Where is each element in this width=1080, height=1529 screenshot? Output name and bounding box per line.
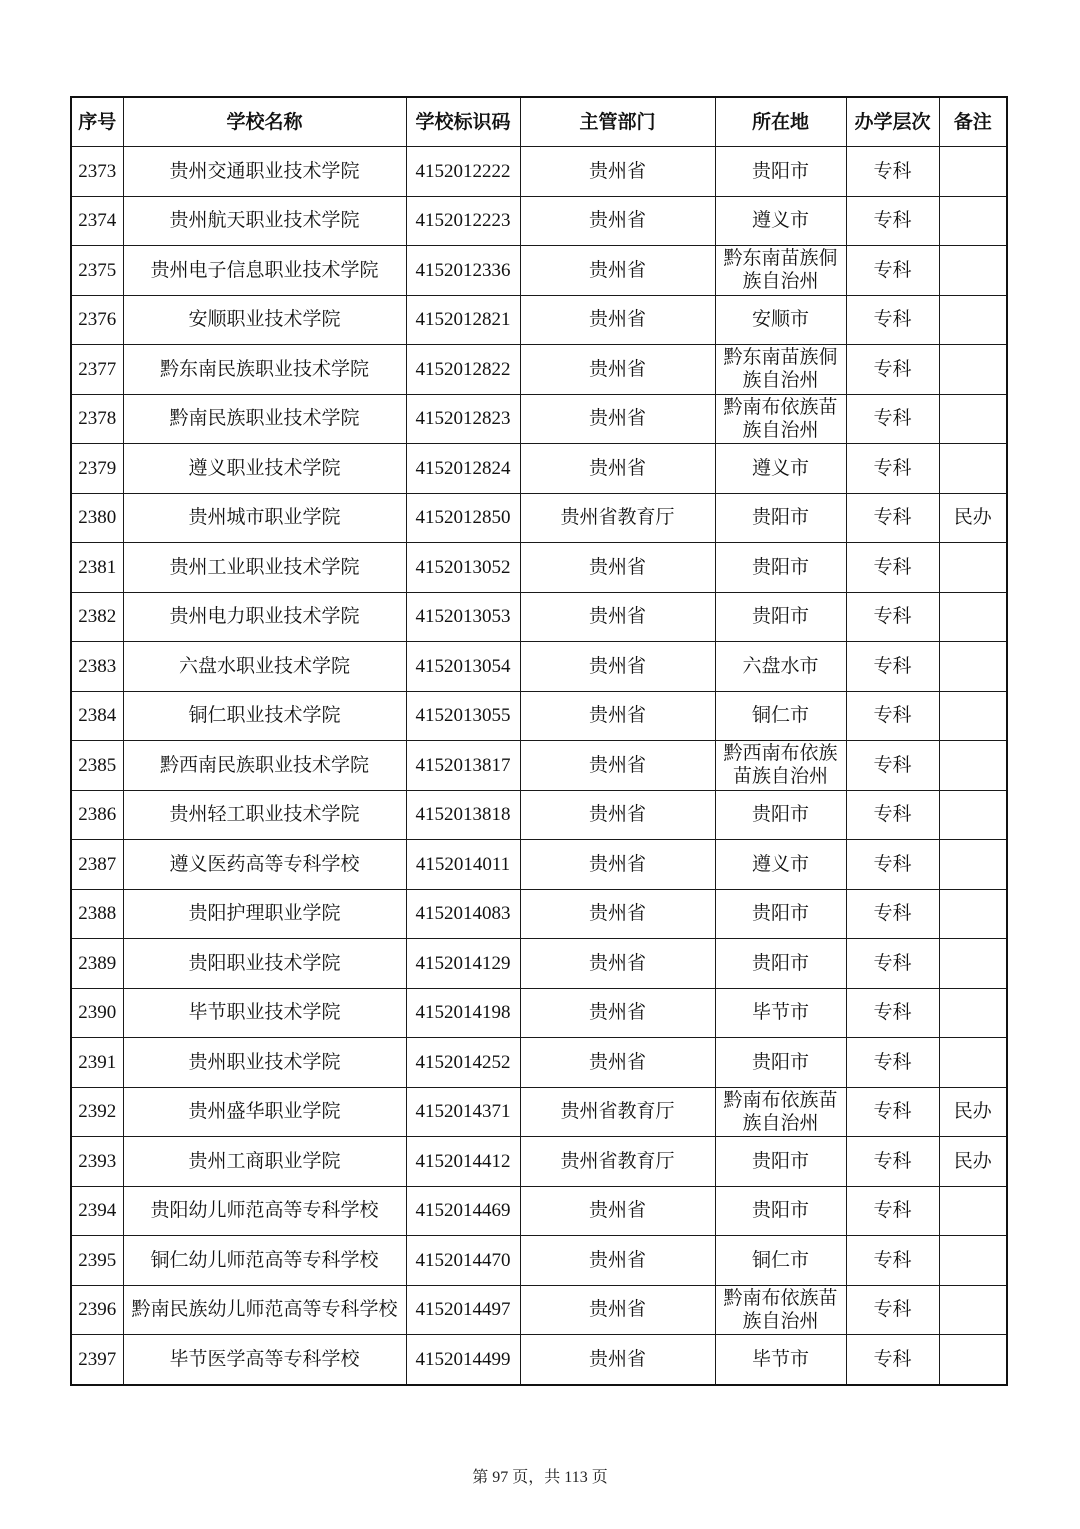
cell-seq: 2385 [71,741,123,791]
cell-department: 贵州省 [520,988,715,1038]
cell-school-code: 4152012821 [406,295,520,345]
table-row [71,939,1007,989]
cell-department: 贵州省 [520,444,715,494]
cell-level: 专科 [846,1087,939,1137]
cell-school-code: 4152014469 [406,1186,520,1236]
cell-school-code: 4152014470 [406,1236,520,1286]
cell-department: 贵州省 [520,1335,715,1385]
cell-remark [939,1335,1007,1385]
cell-seq: 2393 [71,1137,123,1187]
cell-school-code: 4152014252 [406,1038,520,1088]
table-row [71,543,1007,593]
cell-school-code: 4152012850 [406,493,520,543]
cell-level: 专科 [846,642,939,692]
table-row [71,246,1007,296]
cell-school-name: 黔西南民族职业技术学院 [123,741,406,791]
cell-school-name: 贵州电子信息职业技术学院 [123,246,406,296]
cell-remark [939,889,1007,939]
cell-location: 安顺市 [715,295,846,345]
table-row [71,493,1007,543]
cell-seq: 2378 [71,394,123,444]
cell-school-name: 贵州职业技术学院 [123,1038,406,1088]
cell-school-name: 贵阳幼儿师范高等专科学校 [123,1186,406,1236]
table-row [71,1137,1007,1187]
cell-remark [939,147,1007,197]
cell-location: 贵阳市 [715,147,846,197]
header-department: 主管部门 [520,97,715,147]
cell-location: 铜仁市 [715,1236,846,1286]
header-seq: 序号 [71,97,123,147]
cell-seq: 2394 [71,1186,123,1236]
cell-department: 贵州省 [520,642,715,692]
cell-school-code: 4152014129 [406,939,520,989]
table-row [71,345,1007,395]
cell-remark [939,444,1007,494]
cell-remark [939,741,1007,791]
cell-school-name: 黔南民族职业技术学院 [123,394,406,444]
cell-location: 贵阳市 [715,592,846,642]
cell-school-name: 黔东南民族职业技术学院 [123,345,406,395]
cell-seq: 2383 [71,642,123,692]
cell-school-code: 4152014198 [406,988,520,1038]
cell-level: 专科 [846,592,939,642]
cell-remark: 民办 [939,1087,1007,1137]
cell-remark [939,988,1007,1038]
cell-school-name: 贵州工商职业学院 [123,1137,406,1187]
cell-department: 贵州省 [520,196,715,246]
header-school-code: 学校标识码 [406,97,520,147]
cell-level: 专科 [846,147,939,197]
cell-seq: 2387 [71,840,123,890]
table-row [71,790,1007,840]
cell-department: 贵州省 [520,889,715,939]
cell-seq: 2395 [71,1236,123,1286]
cell-school-code: 4152014011 [406,840,520,890]
cell-seq: 2375 [71,246,123,296]
table-row [71,295,1007,345]
cell-school-code: 4152012824 [406,444,520,494]
cell-level: 专科 [846,988,939,1038]
cell-school-code: 4152013052 [406,543,520,593]
cell-seq: 2376 [71,295,123,345]
cell-level: 专科 [846,939,939,989]
cell-level: 专科 [846,1038,939,1088]
cell-school-code: 4152014083 [406,889,520,939]
cell-seq: 2389 [71,939,123,989]
cell-location: 遵义市 [715,196,846,246]
cell-school-name: 遵义职业技术学院 [123,444,406,494]
cell-level: 专科 [846,295,939,345]
cell-school-name: 贵阳护理职业学院 [123,889,406,939]
cell-location: 贵阳市 [715,1137,846,1187]
cell-department: 贵州省 [520,543,715,593]
cell-school-code: 4152013055 [406,691,520,741]
header-remark: 备注 [939,97,1007,147]
cell-level: 专科 [846,1236,939,1286]
cell-level: 专科 [846,246,939,296]
cell-department: 贵州省 [520,592,715,642]
table-row [71,147,1007,197]
cell-seq: 2388 [71,889,123,939]
table-row [71,1186,1007,1236]
cell-school-name: 铜仁幼儿师范高等专科学校 [123,1236,406,1286]
cell-remark [939,543,1007,593]
cell-school-name: 遵义医药高等专科学校 [123,840,406,890]
cell-school-name: 贵州轻工职业技术学院 [123,790,406,840]
table-row [71,444,1007,494]
cell-level: 专科 [846,493,939,543]
cell-seq: 2377 [71,345,123,395]
cell-department: 贵州省 [520,147,715,197]
table-row [71,1087,1007,1137]
cell-location: 毕节市 [715,1335,846,1385]
cell-remark [939,691,1007,741]
table-row [71,1335,1007,1385]
table-row [71,691,1007,741]
cell-seq: 2382 [71,592,123,642]
cell-department: 贵州省 [520,295,715,345]
cell-school-code: 4152012336 [406,246,520,296]
cell-department: 贵州省 [520,939,715,989]
cell-location: 铜仁市 [715,691,846,741]
cell-location: 毕节市 [715,988,846,1038]
cell-location: 贵阳市 [715,1038,846,1088]
cell-level: 专科 [846,790,939,840]
cell-level: 专科 [846,741,939,791]
cell-remark: 民办 [939,493,1007,543]
cell-school-name: 六盘水职业技术学院 [123,642,406,692]
cell-location: 黔南布依族苗族自治州 [715,1285,846,1335]
cell-seq: 2397 [71,1335,123,1385]
table-row [71,642,1007,692]
cell-school-name: 贵州工业职业技术学院 [123,543,406,593]
cell-remark [939,1236,1007,1286]
cell-school-code: 4152014371 [406,1087,520,1137]
cell-seq: 2379 [71,444,123,494]
cell-seq: 2374 [71,196,123,246]
cell-school-name: 贵州航天职业技术学院 [123,196,406,246]
cell-remark [939,1038,1007,1088]
cell-level: 专科 [846,345,939,395]
cell-school-code: 4152013818 [406,790,520,840]
cell-school-code: 4152012223 [406,196,520,246]
cell-location: 遵义市 [715,444,846,494]
cell-level: 专科 [846,196,939,246]
table-row [71,1236,1007,1286]
cell-remark [939,246,1007,296]
cell-remark [939,345,1007,395]
header-school-name: 学校名称 [123,97,406,147]
cell-department: 贵州省 [520,345,715,395]
cell-remark [939,394,1007,444]
cell-location: 贵阳市 [715,543,846,593]
cell-remark [939,1285,1007,1335]
cell-location: 黔南布依族苗族自治州 [715,394,846,444]
cell-school-code: 4152014499 [406,1335,520,1385]
cell-seq: 2396 [71,1285,123,1335]
cell-remark [939,840,1007,890]
cell-school-code: 4152013817 [406,741,520,791]
cell-seq: 2390 [71,988,123,1038]
cell-seq: 2381 [71,543,123,593]
cell-seq: 2386 [71,790,123,840]
table-row [71,889,1007,939]
cell-school-name: 铜仁职业技术学院 [123,691,406,741]
header-level: 办学层次 [846,97,939,147]
cell-remark [939,939,1007,989]
cell-remark [939,196,1007,246]
table-row [71,394,1007,444]
cell-school-code: 4152012823 [406,394,520,444]
cell-level: 专科 [846,691,939,741]
table-row [71,1285,1007,1335]
cell-location: 贵阳市 [715,889,846,939]
cell-school-name: 安顺职业技术学院 [123,295,406,345]
table-row [71,1038,1007,1088]
cell-level: 专科 [846,1285,939,1335]
cell-school-code: 4152013053 [406,592,520,642]
cell-school-name: 贵阳职业技术学院 [123,939,406,989]
cell-remark [939,1186,1007,1236]
cell-school-name: 黔南民族幼儿师范高等专科学校 [123,1285,406,1335]
cell-remark [939,642,1007,692]
cell-seq: 2384 [71,691,123,741]
school-table [70,96,1008,1386]
cell-seq: 2380 [71,493,123,543]
cell-seq: 2373 [71,147,123,197]
cell-school-name: 贵州城市职业学院 [123,493,406,543]
cell-remark [939,592,1007,642]
page-footer: 第 97 页，共 113 页 [472,1469,608,1486]
cell-department: 贵州省 [520,394,715,444]
cell-level: 专科 [846,444,939,494]
cell-level: 专科 [846,394,939,444]
table-row [71,592,1007,642]
table-row [71,840,1007,890]
cell-department: 贵州省教育厅 [520,1087,715,1137]
cell-school-name: 贵州盛华职业学院 [123,1087,406,1137]
cell-remark [939,790,1007,840]
cell-level: 专科 [846,543,939,593]
cell-department: 贵州省 [520,691,715,741]
header-location: 所在地 [715,97,846,147]
cell-location: 黔西南布依族苗族自治州 [715,741,846,791]
cell-department: 贵州省 [520,1285,715,1335]
cell-seq: 2392 [71,1087,123,1137]
cell-location: 黔东南苗族侗族自治州 [715,246,846,296]
cell-location: 黔东南苗族侗族自治州 [715,345,846,395]
table-header-row [71,97,1007,147]
cell-remark [939,295,1007,345]
cell-department: 贵州省 [520,246,715,296]
cell-school-name: 贵州交通职业技术学院 [123,147,406,197]
cell-location: 黔南布依族苗族自治州 [715,1087,846,1137]
table-body [71,147,1007,1385]
cell-school-code: 4152014412 [406,1137,520,1187]
cell-department: 贵州省 [520,840,715,890]
cell-school-code: 4152012822 [406,345,520,395]
cell-remark: 民办 [939,1137,1007,1187]
cell-department: 贵州省 [520,790,715,840]
cell-location: 遵义市 [715,840,846,890]
cell-level: 专科 [846,840,939,890]
table-row [71,196,1007,246]
cell-level: 专科 [846,1335,939,1385]
cell-department: 贵州省 [520,1038,715,1088]
cell-location: 贵阳市 [715,939,846,989]
cell-level: 专科 [846,1137,939,1187]
cell-department: 贵州省 [520,1236,715,1286]
cell-school-name: 贵州电力职业技术学院 [123,592,406,642]
cell-school-code: 4152013054 [406,642,520,692]
cell-level: 专科 [846,889,939,939]
cell-location: 六盘水市 [715,642,846,692]
cell-school-name: 毕节医学高等专科学校 [123,1335,406,1385]
school-list-sheet [70,96,1006,1386]
table-row [71,988,1007,1038]
cell-school-name: 毕节职业技术学院 [123,988,406,1038]
cell-department: 贵州省教育厅 [520,1137,715,1187]
cell-level: 专科 [846,1186,939,1236]
cell-department: 贵州省教育厅 [520,493,715,543]
cell-location: 贵阳市 [715,1186,846,1236]
table-row [71,741,1007,791]
cell-school-code: 4152014497 [406,1285,520,1335]
cell-seq: 2391 [71,1038,123,1088]
cell-location: 贵阳市 [715,790,846,840]
cell-department: 贵州省 [520,741,715,791]
cell-school-code: 4152012222 [406,147,520,197]
cell-location: 贵阳市 [715,493,846,543]
cell-department: 贵州省 [520,1186,715,1236]
